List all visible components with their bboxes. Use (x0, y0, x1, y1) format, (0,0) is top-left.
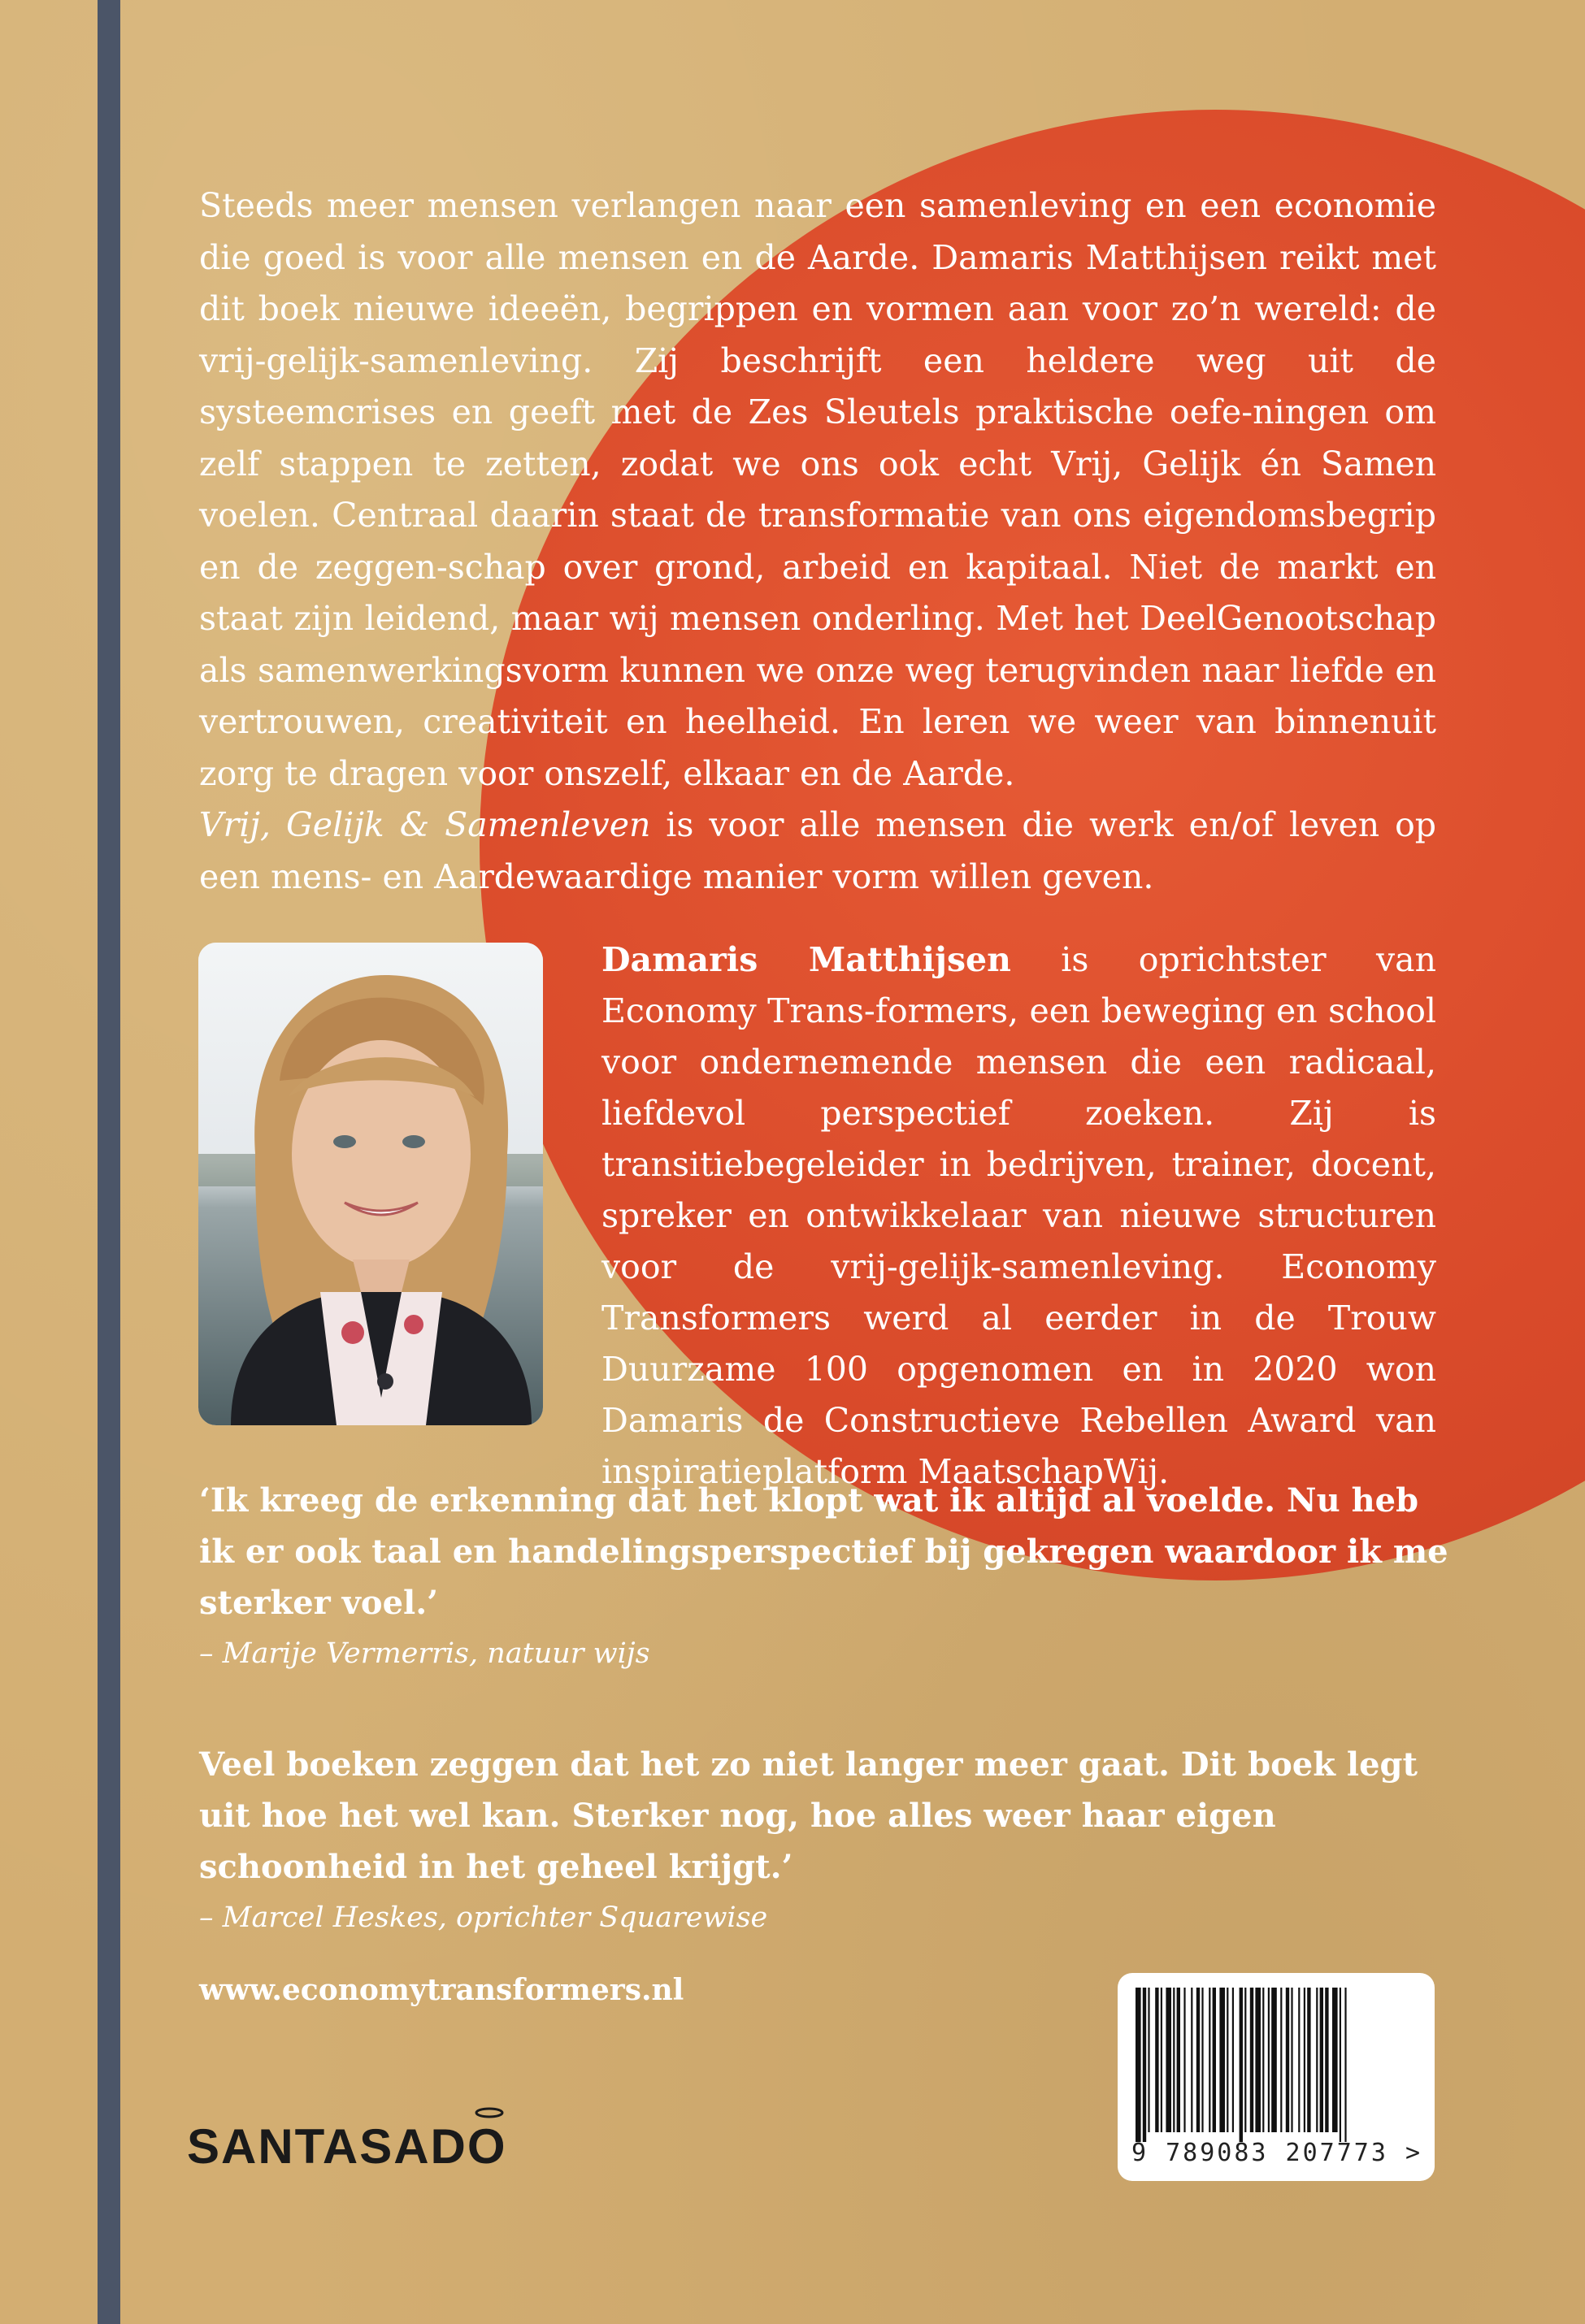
barcode-bar (1227, 1988, 1228, 2132)
author-name: Damaris Matthijsen (601, 940, 1011, 979)
barcode-bar (1191, 1988, 1192, 2132)
author-bio-text: is oprichtster van Economy Trans-formers, een beweging en school voor ondernemende mensen die een radicaal, liefdevol perspectief zoeken. Zij is transitiebegeleider in bedrijven, trainer, docent, spreker en ontwikkelaar van nieuwe structuren voor de vrij-gelijk-samenleving. Economy Transformers werd al eerder in de Trouw Duurzame 100 opgenomen en in 2020 won Damaris de Constructieve Rebellen Award van inspiratieplatform MaatschapWij. (601, 940, 1436, 1491)
barcode-bar (1148, 1988, 1149, 2132)
barcode-bar (1250, 1988, 1253, 2132)
isbn-number: 9 789083 207773 > (1131, 2139, 1423, 2167)
barcode-bar (1143, 1988, 1146, 2142)
blurb-text: Steeds meer mensen verlangen naar een samenleving en een economie die goed is voor alle mensen en de Aarde. Damaris Matthijsen reikt met dit boek nieuwe ideeën, begrippen en vormen aan voor zo’n wereld: de vrij-gelijk-samenleving. Zij beschrijft een heldere weg uit de systeemcrises en geeft met de Zes Sleutels praktische oefe-ningen om zelf stappen te zetten, zodat we ons ook echt Vrij, Gelijk én Samen voelen. Centraal daarin staat de transformatie van ons eigendomsbegrip en de zeggen-schap over grond, arbeid en kapitaal. Niet de markt en staat zijn leidend, maar wij mensen onderling. Met het DeelGenootschap als samenwerkingsvorm kunnen we onze weg terugvinden naar liefde en vertrouwen, creativiteit en heelheid. En leren we weer van binnenuit zorg te dragen voor onszelf, elkaar en de Aarde. (199, 186, 1436, 793)
barcode-bar (1166, 1988, 1171, 2132)
barcode-bar (1161, 1988, 1162, 2132)
quote-2-attribution: – Marcel Heskes, oprichter Squarewise (199, 1901, 768, 1934)
barcode-bar (1240, 1988, 1243, 2142)
barcode-bar (1155, 1988, 1158, 2132)
blurb (199, 180, 1436, 903)
website-link[interactable]: www.economytransformers.nl (199, 1973, 684, 2007)
barcode-bar (1255, 1988, 1261, 2132)
barcode-bar (1340, 1988, 1341, 2142)
barcode-bar (1201, 1988, 1203, 2132)
author-photo (198, 943, 543, 1425)
barcode-bar (1332, 1988, 1338, 2132)
quote-1-text: ‘Ik kreeg de erkenning dat het klopt wat ik altijd al voelde. Nu heb ik er ook taal en handelingsperspectief bij gekregen waardoor ik me sterker voel.’ (199, 1481, 1448, 1622)
barcode-bar (1213, 1988, 1216, 2132)
publisher-name: SANTASADO (187, 2119, 507, 2170)
quote-2 (199, 1739, 1451, 1944)
barcode-bar (1209, 1988, 1210, 2132)
publisher-logo (187, 2105, 536, 2170)
quote-1-attribution: – Marije Vermerris, natuur wijs (199, 1637, 650, 1670)
barcode-bar (1271, 1988, 1277, 2132)
barcode-bar (1268, 1988, 1270, 2132)
barcode-bar (1307, 1988, 1310, 2132)
barcode-bar (1262, 1988, 1264, 2132)
author-portrait-illustration (198, 943, 543, 1425)
barcode-bar (1232, 1988, 1234, 2132)
barcode-bar (1286, 1988, 1289, 2132)
book-title-italic: Vrij, Gelijk & Samenleven (199, 805, 651, 844)
spine-bar (98, 0, 120, 2324)
barcode-bar (1136, 1988, 1141, 2142)
blurb-paragraph (199, 180, 1436, 903)
quote-1 (199, 1475, 1451, 1680)
barcode-bar (1196, 1988, 1200, 2132)
barcode-bar (1325, 1988, 1328, 2132)
barcode-bar (1291, 1988, 1292, 2132)
barcode-bar (1280, 1988, 1282, 2132)
quote-2-text: Veel boeken zeggen dat het zo niet langer meer gaat. Dit boek legt uit hoe het wel kan. Sterker nog, hoe alles weer haar eigen schoonheid in het geheel krijgt.’ (199, 1745, 1418, 1886)
barcode-bar (1298, 1988, 1300, 2132)
barcode-bar (1344, 1988, 1346, 2142)
barcode-bar (1183, 1988, 1185, 2132)
barcode-bar (1316, 1988, 1318, 2132)
barcode-bar (1304, 1988, 1305, 2132)
barcode-bar (1173, 1988, 1175, 2132)
blurb-text-end: is voor alle mensen die werk en/of leven op een mens- en Aardewaardige manier vorm willen geven. (199, 805, 1436, 896)
barcode-bar (1320, 1988, 1323, 2132)
author-bio (601, 934, 1436, 1498)
barcode-bar (1219, 1988, 1225, 2132)
barcode-bar (1177, 1988, 1180, 2132)
barcode-bar (1244, 1988, 1246, 2132)
